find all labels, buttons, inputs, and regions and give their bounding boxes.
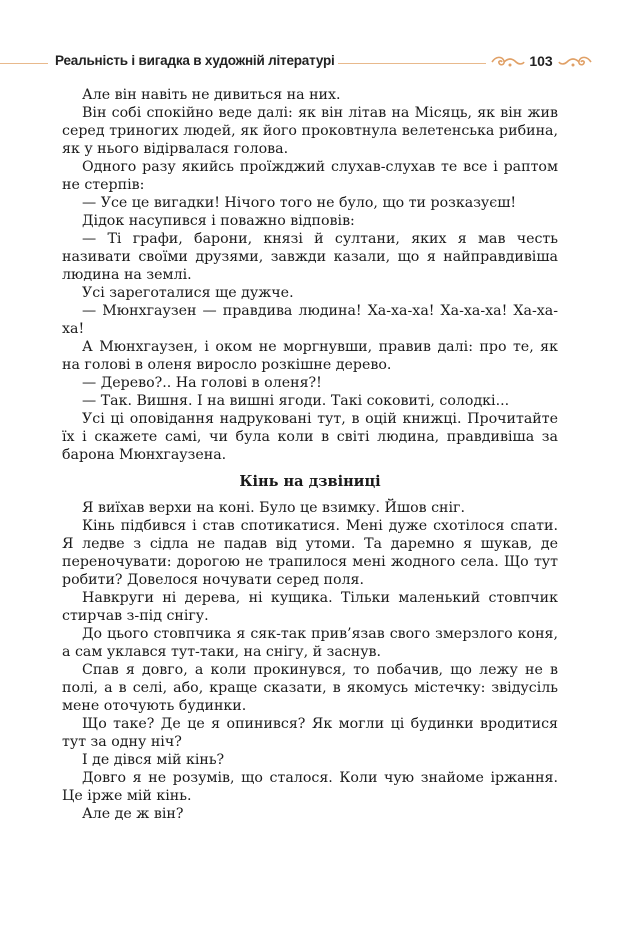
header-rule-middle [338, 63, 486, 64]
paragraph: — Так. Вишня. І на вишні ягоди. Такі соковиті, солодкі... [82, 393, 510, 409]
paragraph: Що таке? Де це я опинився? Як могли ці будинки вродитися тут за одну ніч? [62, 716, 558, 750]
flourish-left-icon [490, 54, 526, 70]
paragraph: Одного разу якийсь проїжджий слухав-слухав те все і раптом не стерпів: [62, 159, 558, 193]
paragraph: Дідок насупився і поважно відповів: [82, 213, 355, 229]
paragraph: До цього стовпчика я сяк-так прив’язав свого змерзлого коня, а сам уклався тут-таки, на снігу, й заснув. [62, 626, 558, 660]
paragraph: Довго я не розумів, що сталося. Коли чую знайоме іржання. Це ірже мій кінь. [62, 770, 558, 804]
paragraph: Кінь підбився і став спотикатися. Мені дуже схотілося спати. Я ледве з сідла не падав від утоми. Та даремно я шукав, де переночувати: дорогою не трапилося мені жодного села. Що тут робити? Довелося ночувати серед поля. [62, 518, 558, 588]
paragraph: І де дівся мій кінь? [82, 752, 225, 768]
paragraph: А Мюнхгаузен, і оком не моргнувши, правив далі: про те, як на голові в оленя виросло розкішне дерево. [62, 339, 558, 373]
paragraph: Він собі спокійно веде далі: як він літав на Місяць, як він жив серед триногих людей, як його проковтнула велетенська рибина, як у нього відірвалася голова. [62, 105, 558, 157]
page-header [0, 53, 635, 73]
page-body [62, 86, 558, 823]
paragraph: — Дерево?.. На голові в оленя?! [82, 375, 322, 391]
paragraph: Усі зареготалися ще дужче. [82, 285, 294, 301]
paragraph: — Ті графи, барони, князі й султани, яких я мав честь називати своїми друзями, завжди казали, що я найправдивіша людина на землі. [62, 231, 558, 283]
page-number: 103 [529, 53, 553, 69]
paragraph: Я виїхав верхи на коні. Було це взимку. Йшов сніг. [82, 500, 465, 516]
section-heading: Кінь на дзвіниці [239, 473, 381, 490]
flourish-right-icon [557, 54, 593, 70]
paragraph: Спав я довго, а коли прокинувся, то побачив, що лежу не в полі, а в селі, або, краще сказати, в якомусь містечку: звідусіль мене оточують будинки. [62, 662, 558, 714]
paragraph: Усі ці оповідання надруковані тут, в оцій книжці. Прочитайте їх і скажете самі, чи була коли в світі людина, правдивіша за барона Мюнхгаузена. [62, 411, 558, 463]
paragraph: — Усе це вигадки! Нічого того не було, що ти розказуєш! [82, 195, 517, 211]
paragraph: Але він навіть не дивиться на них. [82, 87, 341, 103]
header-rule-left [0, 63, 48, 64]
paragraph: — Мюнхгаузен — правдива людина! Ха-ха-ха! Ха-ха-ха! Ха-ха-ха! [62, 303, 558, 337]
running-header-title: Реальність і вигадка в художній літературі [55, 53, 335, 68]
paragraph: Але де ж він? [82, 806, 184, 822]
paragraph: Навкруги ні дерева, ні кущика. Тільки маленький стовпчик стирчав з-під снігу. [62, 590, 558, 624]
